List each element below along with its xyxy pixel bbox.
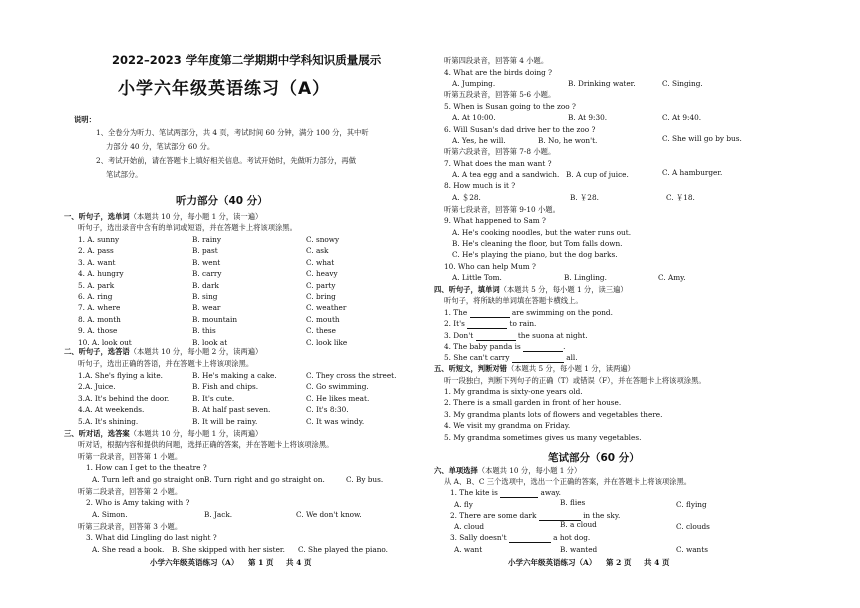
q9-option-c: C. He's playing the piano, but the dog barks. (452, 250, 618, 259)
exam-subtitle: 小学六年级英语练习（A） (118, 79, 331, 99)
footer-title-2: 小学六年级英语练习（A） (508, 558, 597, 567)
s1-option-b: B. past (192, 246, 218, 256)
mc1-option-c: C. flying (676, 500, 707, 509)
s2-option-c: C. It's 8:30. (306, 405, 349, 415)
fill-item-5 (444, 353, 578, 363)
q3-option-c: C. She played the piano. (298, 545, 388, 554)
section-2-instructions: 听句子，选出正确的答语，并在答题卡上将该项涂黑。 (78, 359, 254, 368)
q6-option-c: C. She will go by bus. (662, 134, 742, 143)
fill-4-end: . (563, 342, 566, 351)
footer-page: 第 1 页 (248, 558, 274, 567)
section-3-meta: （本题共 10 分，每小题 1 分，读两遍） (129, 429, 263, 438)
q2-option-b: B. Jack. (204, 510, 233, 519)
fill-1-end: are swimming on the pond. (511, 308, 613, 317)
section-3-instructions: 听对话，根据内容和提供的问题，选择正确的答案，并在答题卡上将该项涂黑。 (78, 440, 334, 449)
q6-option-b: B. No, he won't. (538, 136, 598, 145)
s1-option-c: C. mouth (306, 314, 340, 324)
writing-section-title: 笔试部分（60 分） (548, 452, 640, 464)
note-2a: 2、考试开始前，请在答题卡上填好相关信息。考试开始时，先做听力部分，再做 (96, 156, 357, 165)
s1-option-a: 10. A. look out (78, 337, 132, 347)
s2-option-c: C. It was windy. (306, 416, 365, 426)
fill-1-blank[interactable] (470, 308, 510, 318)
section-3-header (64, 429, 262, 438)
q10-option-b: B. Lingling. (564, 273, 607, 282)
section-4-instructions: 听句子，将所缺的单词填在答题卡横线上。 (444, 296, 583, 305)
s1-option-c: C. weather (306, 303, 347, 313)
mc1-end: away. (540, 488, 561, 497)
s1-option-b: B. this (192, 326, 216, 336)
mc2-option-c: C. clouds (676, 522, 710, 531)
s1-option-a: 1. A. sunny (78, 235, 120, 244)
s2-option-b: B. He's making a cake. (192, 371, 277, 380)
section-5-header (434, 364, 635, 373)
s1-option-a: 9. A. those (78, 326, 118, 336)
s2-option-b: B. Fish and chips. (192, 382, 259, 392)
s1-option-a: 3. A. want (78, 257, 116, 267)
s2-option-b: B. It will be rainy. (192, 416, 258, 426)
question-10: 10. Who can help Mum ? (444, 262, 536, 271)
section-6-meta: （本题共 10 分，每小题 1 分） (477, 466, 582, 475)
fill-5-start: 5. She can't carry (444, 353, 510, 362)
q5-option-b: B. At 9:30. (568, 113, 608, 122)
fill-5-end: all. (566, 353, 578, 362)
fill-4-blank[interactable] (523, 342, 566, 352)
q3-option-b: B. She skipped with her sister. (172, 545, 285, 554)
listening-section-title: 听力部分（40 分） (176, 195, 268, 207)
mc1-blank (500, 488, 538, 498)
s1-option-c: C. these (306, 326, 336, 336)
s1-option-b: B. look at (192, 337, 228, 347)
segment-4: 听第四段录音，回答第 4 小题。 (444, 56, 549, 65)
fill-item-1 (444, 308, 613, 318)
fill-5-blank[interactable] (512, 353, 564, 363)
mc1-option-b: B. flies (560, 498, 586, 507)
s1-option-b: B. went (192, 257, 221, 267)
q1-option-b: B. Turn right and go straight on. (204, 475, 325, 484)
mc3-blank (509, 533, 551, 543)
s2-option-a: 2.A. Juice. (78, 382, 116, 392)
fill-3-blank[interactable] (476, 331, 516, 341)
section-5-meta: （本题共 5 分，每小题 1 分，读两遍） (506, 364, 635, 373)
s2-option-b: B. It's cute. (192, 393, 235, 403)
segment-6: 听第六段录音，回答第 7-8 小题。 (444, 147, 556, 156)
s1-option-b: B. rainy (192, 235, 221, 244)
question-8: 8. How much is it ? (444, 181, 516, 190)
fill-3-start: 3. Don't (444, 331, 474, 340)
footer-title: 小学六年级英语练习（A） (150, 558, 239, 567)
section-3-title: 三、听对话，选答案 (64, 429, 130, 438)
s1-option-c: C. look like (306, 337, 348, 347)
s1-option-a: 2. A. pass (78, 246, 114, 256)
tf-statement: 5. My grandma sometimes gives us many vegetables. (444, 432, 642, 442)
note-2b: 笔试部分。 (106, 170, 143, 179)
mc3-option-a: A. want (454, 545, 483, 554)
footer-total: 共 4 页 (286, 558, 312, 567)
section-4-meta: （本题共 5 分，每小题 1 分，读三遍） (499, 285, 628, 294)
s1-option-c: C. ask (306, 246, 329, 256)
question-1: 1. How can I get to the theatre ? (86, 463, 207, 472)
section-4-title: 四、听句子，填单词 (434, 285, 500, 294)
section-5-title: 五、听短文，判断对错 (434, 364, 507, 373)
s1-option-a: 5. A. park (78, 280, 115, 290)
segment-3: 听第三段录音，回答第 3 小题。 (78, 522, 183, 531)
section-4-header (434, 285, 628, 294)
section-1-title: 一、听句子，选单词 (64, 212, 130, 221)
q6-option-a: A. Yes, he will. (452, 136, 506, 145)
section-1-instructions: 听句子，选出录音中含有的单词或短语，并在答题卡上将该项涂黑。 (78, 223, 297, 232)
q4-option-a: A. Jumping. (452, 79, 496, 88)
s1-option-c: C. snowy (306, 235, 340, 244)
s1-option-c: C. party (306, 280, 336, 290)
tf-statement: 4. We visit my grandma on Friday. (444, 421, 571, 431)
fill-2-end: to rain. (509, 319, 537, 328)
q7-option-a: A. A tea egg and a sandwich. (452, 170, 560, 179)
q1-option-a: A. Turn left and go straight on. (92, 475, 207, 484)
tf-statement: 3. My grandma plants lots of flowers and vegetables there. (444, 409, 663, 419)
section-6-instructions: 从 A、B、C 三个选项中，选出一个正确的答案，并在答题卡上将该项涂黑。 (444, 477, 692, 486)
question-3: 3. What did Lingling do last night ? (86, 533, 217, 542)
fill-1-start: 1. The (444, 308, 468, 317)
section-5-instructions: 听一段独白，判断下列句子的正确（T）或错误（F），并在答题卡上将该项涂黑。 (444, 376, 706, 385)
q7-option-b: B. A cup of juice. (566, 170, 629, 179)
notes-label: 说明： (74, 115, 96, 124)
question-9: 9. What happened to Sam ? (444, 216, 546, 225)
fill-item-2 (444, 319, 536, 329)
mc3-option-b: B. wanted (560, 545, 598, 554)
mc1-start: 1. The kite is (450, 488, 498, 497)
s2-option-b: B. At half past seven. (192, 405, 271, 415)
q10-option-a: A. Little Tom. (452, 273, 502, 282)
q10-option-c: C. Amy. (658, 273, 686, 282)
q4-option-c: C. Singing. (662, 79, 703, 88)
segment-5: 听第五段录音，回答第 5-6 小题。 (444, 90, 556, 99)
q1-option-c: C. By bus. (346, 475, 384, 484)
s1-option-b: B. wear (192, 303, 221, 313)
mc2-option-b: B. a cloud (560, 520, 597, 529)
q7-option-c: C. A hamburger. (662, 168, 723, 177)
section-2-header (64, 347, 262, 356)
q5-option-c: C. At 9:40. (662, 113, 702, 122)
mc1-option-a: A. fly (454, 500, 473, 509)
footer-total-2: 共 4 页 (644, 558, 670, 567)
q2-option-a: A. Simon. (92, 510, 128, 519)
q9-option-a: A. He's cooking noodles, but the water runs out. (452, 228, 632, 237)
section-1-header (64, 212, 262, 221)
mc2-start: 2. There are some dark (450, 511, 537, 520)
q4-option-b: B. Drinking water. (568, 79, 636, 88)
section-6-title: 六、单项选择 (434, 466, 478, 475)
s2-option-a: 4.A. At weekends. (78, 405, 145, 415)
mc3-start: 3. Sally doesn't (450, 533, 507, 542)
question-6: 6. Will Susan's dad drive her to the zoo ? (444, 125, 596, 134)
s1-option-a: 7. A. where (78, 303, 121, 313)
fill-3-end: the suona at night. (517, 331, 588, 340)
fill-2-blank[interactable] (467, 319, 507, 329)
note-1b: 力部分 40 分，笔试部分 60 分。 (106, 142, 215, 151)
s1-option-c: C. what (306, 257, 335, 267)
q8-option-c: C. ￥18. (666, 193, 695, 202)
mc3-end: a hot dog. (553, 533, 591, 542)
mc2-end: in the sky. (583, 511, 621, 520)
mc-question-1 (450, 488, 561, 498)
s2-option-a: 3.A. It's behind the door. (78, 393, 170, 403)
s2-option-a: 1.A. She's flying a kite. (78, 371, 163, 380)
s2-option-c: C. Go swimming. (306, 382, 369, 392)
question-5: 5. When is Susan going to the zoo ? (444, 102, 576, 111)
s1-option-b: B. sing (192, 292, 218, 301)
q3-option-a: A. She read a book. (92, 545, 165, 554)
section-2-meta: （本题共 10 分，每小题 2 分，读两遍） (129, 347, 263, 356)
question-4: 4. What are the birds doing ? (444, 68, 553, 77)
tf-statement: 2. There is a small garden in front of her house. (444, 398, 622, 408)
q5-option-a: A. At 10:00. (452, 113, 496, 122)
s2-option-a: 5.A. It's shining. (78, 416, 139, 426)
q9-option-b: B. He's cleaning the floor, but Tom falls down. (452, 239, 623, 248)
s1-option-b: B. carry (192, 269, 222, 279)
note-1a: 1、全卷分为听力、笔试两部分，共 4 页，考试时间 60 分钟，满分 100 分，其中听 (96, 128, 369, 137)
mc2-option-a: A. cloud (454, 522, 485, 531)
segment-7: 听第七段录音，回答第 9-10 小题。 (444, 205, 560, 214)
fill-4-start: 4. The baby panda is (444, 342, 521, 351)
segment-2: 听第二段录音，回答第 2 小题。 (78, 487, 183, 496)
q8-option-a: A. ＄28. (452, 193, 481, 202)
s1-option-b: B. dark (192, 280, 219, 290)
s1-option-c: C. bring (306, 292, 336, 301)
s2-option-c: C. They cross the street. (306, 371, 397, 380)
s1-option-b: B. mountain (192, 314, 238, 324)
mc-question-3 (450, 533, 590, 543)
section-2-title: 二、听句子，选答语 (64, 347, 130, 356)
q2-option-c: C. We don't know. (296, 510, 362, 519)
section-6-header (434, 466, 581, 475)
segment-1: 听第一段录音，回答第 1 小题。 (78, 452, 183, 461)
q8-option-b: B. ￥28. (570, 193, 599, 202)
s2-option-c: C. He likes meat. (306, 393, 370, 403)
section-1-meta: （本题共 10 分，每小题 1 分，读一遍） (129, 212, 263, 221)
s1-option-a: 6. A. ring (78, 292, 113, 301)
tf-statement: 1. My grandma is sixty-one years old. (444, 387, 583, 396)
s1-option-c: C. heavy (306, 269, 338, 279)
question-7: 7. What does the man want ? (444, 159, 552, 168)
s1-option-a: 8. A. month (78, 314, 121, 324)
fill-2-start: 2. It's (444, 319, 465, 328)
exam-page-2 (430, 0, 860, 608)
fill-item-4 (444, 342, 565, 352)
footer-page-2: 第 2 页 (606, 558, 632, 567)
mc3-option-c: C. wants (676, 545, 708, 554)
question-2: 2. Who is Amy taking with ? (86, 498, 190, 507)
fill-item-3 (444, 331, 588, 341)
s1-option-a: 4. A. hungry (78, 269, 124, 279)
exam-title: 2022–2023 学年度第二学期期中学科知识质量展示 (112, 53, 382, 67)
